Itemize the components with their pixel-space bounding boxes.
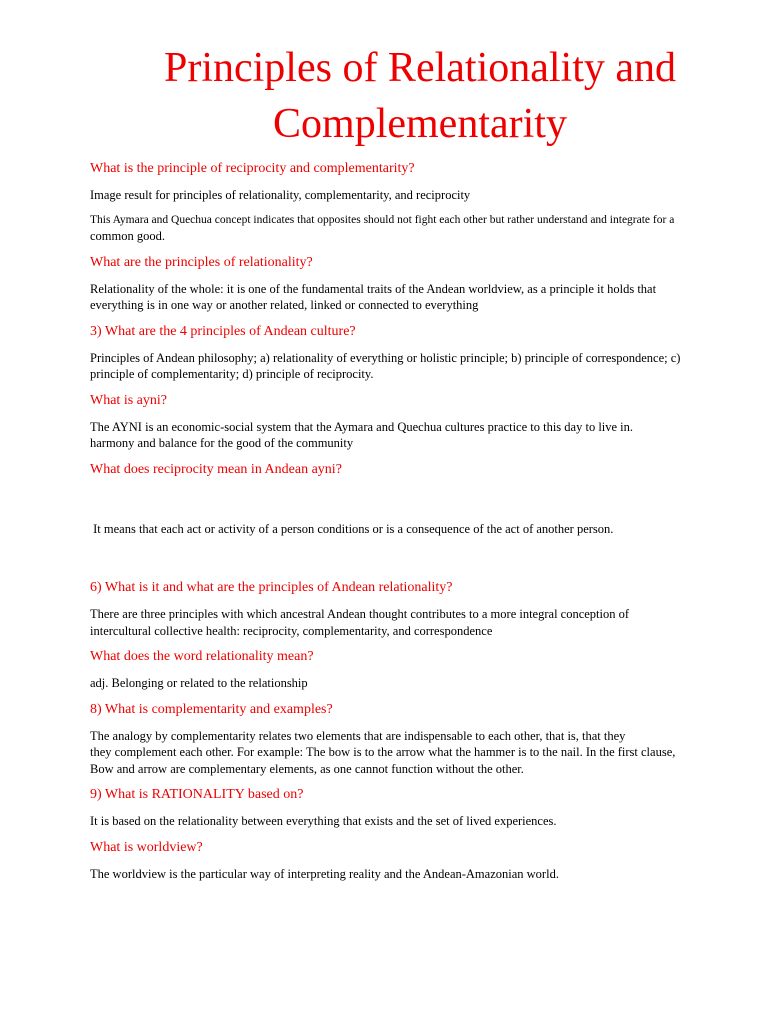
answer-paragraph	[90, 488, 762, 571]
answer-paragraph	[90, 187, 762, 204]
question-heading: 9) What is RATIONALITY based on?	[90, 787, 304, 802]
answer-line: The worldview is the particular way of interpreting reality and the Andean-Amazonian world.	[90, 866, 559, 881]
answer-line: It means that each act or activity of a person conditions or is a consequence of the act of another person.	[90, 521, 614, 536]
answer-line: Principles of Andean philosophy; a) relationality of everything or holistic principle; b) principle of correspondence; c)	[90, 350, 681, 365]
answer-line: they complement each other. For example: The bow is to the arrow what the hammer is to the nail. In the first clause,	[90, 745, 676, 759]
answer-paragraph	[90, 281, 762, 314]
answer-line: The analogy by complementarity relates two elements that are indispensable to each other, that is, that they	[90, 728, 626, 743]
question-heading: What does the word relationality mean?	[90, 649, 314, 664]
answer-line: adj. Belonging or related to the relationship	[90, 676, 308, 690]
answer-line: intercultural collective health: reciprocity, complementarity, and correspondence	[90, 623, 493, 638]
question-heading: 8) What is complementarity and examples?	[90, 701, 333, 717]
question-heading: 6) What is it and what are the principles of Andean relationality?	[90, 580, 453, 595]
answer-paragraph	[90, 212, 762, 245]
answer-line: It is based on the relationality between everything that exists and the set of lived experiences.	[90, 814, 557, 828]
answer-line: principle of complementarity; d) principle of reciprocity.	[90, 367, 374, 381]
answer-line: There are three principles with which ancestral Andean thought contributes to a more integral conception of	[90, 607, 630, 621]
answer-line: Image result for principles of relationality, complementarity, and reciprocity	[90, 188, 471, 202]
question-heading: What is worldview?	[90, 839, 203, 855]
answer-line: common good.	[90, 229, 165, 243]
answer-line: Relationality of the whole: it is one of the fundamental traits of the Andean worldview, as a principle it holds that	[90, 281, 657, 296]
answer-line: harmony and balance for the good of the community	[90, 436, 354, 450]
answer-paragraph	[90, 419, 762, 452]
answer-paragraph	[90, 606, 762, 639]
question-heading: 3) What are the 4 principles of Andean culture?	[90, 323, 356, 339]
document-body	[90, 160, 762, 891]
question-heading: What is ayni?	[90, 392, 167, 408]
answer-paragraph	[90, 675, 762, 692]
answer-paragraph	[90, 866, 762, 883]
answer-paragraph	[90, 728, 762, 778]
answer-paragraph	[90, 813, 762, 830]
answer-paragraph	[90, 350, 762, 383]
answer-line: Bow and arrow are complementary elements, as one cannot function without the other.	[90, 761, 524, 776]
answer-line: everything is in one way or another related, linked or connected to everything	[90, 298, 479, 312]
page-title	[90, 40, 750, 152]
answer-line: The AYNI is an economic-social system that the Aymara and Quechua cultures practice to this day to live in.	[90, 419, 634, 434]
question-heading: What are the principles of relationality?	[90, 254, 313, 270]
question-heading: What is the principle of reciprocity and complementarity?	[90, 161, 415, 176]
question-heading: What does reciprocity mean in Andean ayni?	[90, 461, 342, 477]
answer-line: This Aymara and Quechua concept indicates that opposites should not fight each other but rather understand and integrate for a	[90, 213, 675, 226]
title-line-1: Principles of Relationality and	[163, 45, 677, 91]
title-line-2: Complementarity	[273, 101, 567, 147]
